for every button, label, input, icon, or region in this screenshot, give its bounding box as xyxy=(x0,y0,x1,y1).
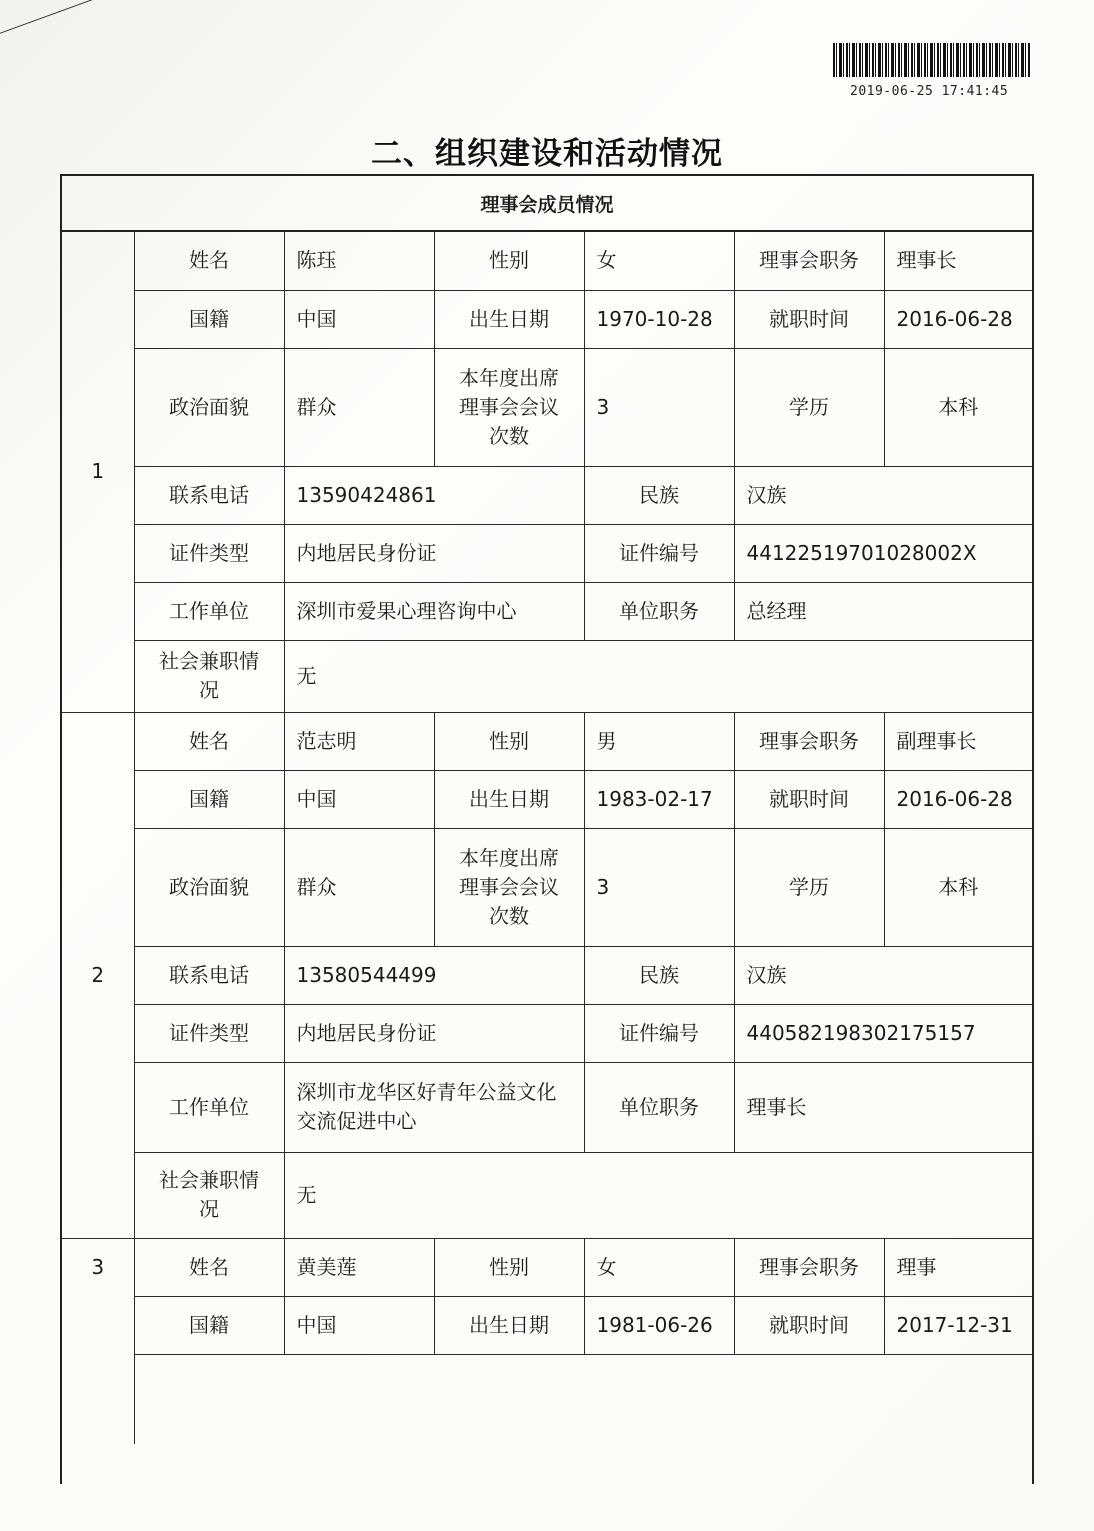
employer-label: 工作单位 xyxy=(134,1062,284,1152)
board-role-value: 理事 xyxy=(884,1238,1032,1296)
board-members-table xyxy=(62,232,1032,1444)
meetings-label-line: 次数 xyxy=(489,423,529,448)
employer-role-value: 理事长 xyxy=(734,1062,1032,1152)
table-row xyxy=(62,1296,1032,1354)
side-jobs-label-line: 况 xyxy=(199,678,219,702)
name-value: 陈珏 xyxy=(284,232,434,290)
table-row xyxy=(62,828,1032,946)
barcode xyxy=(833,43,1031,77)
ethnicity-label: 民族 xyxy=(584,946,734,1004)
nationality-label: 国籍 xyxy=(134,770,284,828)
employer-role-label: 单位职务 xyxy=(584,582,734,640)
nationality-value: 中国 xyxy=(284,290,434,348)
table-row xyxy=(62,348,1032,466)
meetings-label-line: 理事会会议 xyxy=(459,874,559,899)
appointed-date-value: 2016-06-28 xyxy=(884,770,1032,828)
birth-date-label: 出生日期 xyxy=(434,1296,584,1354)
board-role-label: 理事会职务 xyxy=(734,712,884,770)
id-type-value: 内地居民身份证 xyxy=(284,524,584,582)
phone-value: 13580544499 xyxy=(284,946,584,1004)
board-role-label: 理事会职务 xyxy=(734,1238,884,1296)
education-label: 学历 xyxy=(734,348,884,466)
table-row xyxy=(62,524,1032,582)
meetings-value: 3 xyxy=(584,828,734,946)
table-row xyxy=(62,946,1032,1004)
table-row xyxy=(62,640,1032,712)
employer-label: 工作单位 xyxy=(134,582,284,640)
table-row xyxy=(62,1004,1032,1062)
birth-date-label: 出生日期 xyxy=(434,770,584,828)
employer-role-value: 总经理 xyxy=(734,582,1032,640)
appointed-date-value: 2017-12-31 xyxy=(884,1296,1032,1354)
meetings-value: 3 xyxy=(584,348,734,466)
political-label: 政治面貌 xyxy=(134,348,284,466)
scan-timestamp: 2019-06-25 17:41:45 xyxy=(850,84,1009,99)
meetings-label-line: 本年度出席 xyxy=(459,845,559,870)
appointed-date-label: 就职时间 xyxy=(734,290,884,348)
table-row xyxy=(62,712,1032,770)
name-label: 姓名 xyxy=(134,1238,284,1296)
nationality-value: 中国 xyxy=(284,770,434,828)
nationality-label: 国籍 xyxy=(134,1296,284,1354)
political-value: 群众 xyxy=(284,828,434,946)
name-value: 范志明 xyxy=(284,712,434,770)
meetings-label-line: 次数 xyxy=(489,903,529,928)
member-index: 1 xyxy=(62,232,134,712)
board-members-sheet xyxy=(60,174,1034,1484)
side-jobs-label-line: 社会兼职情 xyxy=(159,1168,259,1192)
appointed-date-label: 就职时间 xyxy=(734,770,884,828)
gender-value: 女 xyxy=(584,232,734,290)
birth-date-value: 1983-02-17 xyxy=(584,770,734,828)
page-title: 二、组织建设和活动情况 xyxy=(371,136,723,172)
name-label: 姓名 xyxy=(134,232,284,290)
id-number-label: 证件编号 xyxy=(584,1004,734,1062)
ethnicity-value: 汉族 xyxy=(734,946,1032,1004)
side-jobs-label-line: 况 xyxy=(199,1197,219,1221)
appointed-date-value: 2016-06-28 xyxy=(884,290,1032,348)
employer-value xyxy=(284,1062,584,1152)
side-jobs-value: 无 xyxy=(284,640,1032,712)
ethnicity-value: 汉族 xyxy=(734,466,1032,524)
board-role-value: 副理事长 xyxy=(884,712,1032,770)
employer-value xyxy=(284,582,584,640)
phone-value: 13590424861 xyxy=(284,466,584,524)
ethnicity-label: 民族 xyxy=(584,466,734,524)
id-type-label: 证件类型 xyxy=(134,524,284,582)
meetings-label xyxy=(434,348,584,466)
table-row xyxy=(62,1152,1032,1238)
table-row xyxy=(62,1238,1032,1296)
birth-date-value: 1981-06-26 xyxy=(584,1296,734,1354)
meetings-label xyxy=(434,828,584,946)
gender-value: 男 xyxy=(584,712,734,770)
education-value: 本科 xyxy=(884,828,1032,946)
board-role-value: 理事长 xyxy=(884,232,1032,290)
employer-value-line: 交流促进中心 xyxy=(296,1109,417,1133)
id-type-value: 内地居民身份证 xyxy=(284,1004,584,1062)
birth-date-value: 1970-10-28 xyxy=(584,290,734,348)
name-label: 姓名 xyxy=(134,712,284,770)
employer-value-line: 深圳市爱果心理咨询中心 xyxy=(296,598,517,623)
name-value: 黄美莲 xyxy=(284,1238,434,1296)
table-row xyxy=(62,1062,1032,1152)
meetings-label-line: 本年度出席 xyxy=(459,365,559,390)
side-jobs-value: 无 xyxy=(284,1152,1032,1238)
appointed-date-label: 就职时间 xyxy=(734,1296,884,1354)
political-label: 政治面貌 xyxy=(134,828,284,946)
gender-value: 女 xyxy=(584,1238,734,1296)
gender-label: 性别 xyxy=(434,1238,584,1296)
nationality-value: 中国 xyxy=(284,1296,434,1354)
nationality-label: 国籍 xyxy=(134,290,284,348)
employer-value-line: 深圳市龙华区好青年公益文化 xyxy=(296,1080,557,1104)
section-caption: 理事会成员情况 xyxy=(62,176,1032,232)
side-jobs-label-line: 社会兼职情 xyxy=(159,649,259,673)
gender-label: 性别 xyxy=(434,712,584,770)
table-row xyxy=(62,232,1032,290)
id-type-label: 证件类型 xyxy=(134,1004,284,1062)
id-number-value: 440582198302175157 xyxy=(734,1004,1032,1062)
phone-label: 联系电话 xyxy=(134,466,284,524)
table-row xyxy=(62,582,1032,640)
table-row xyxy=(62,466,1032,524)
id-number-value: 44122519701028002X xyxy=(734,524,1032,582)
side-jobs-label xyxy=(134,1152,284,1238)
side-jobs-label xyxy=(134,640,284,712)
table-row xyxy=(62,290,1032,348)
meetings-label-line: 理事会会议 xyxy=(459,394,559,419)
birth-date-label: 出生日期 xyxy=(434,290,584,348)
education-value: 本科 xyxy=(884,348,1032,466)
employer-role-label: 单位职务 xyxy=(584,1062,734,1152)
member-index: 2 xyxy=(62,712,134,1238)
political-value: 群众 xyxy=(284,348,434,466)
member-index: 3 xyxy=(62,1238,134,1444)
board-role-label: 理事会职务 xyxy=(734,232,884,290)
id-number-label: 证件编号 xyxy=(584,524,734,582)
phone-label: 联系电话 xyxy=(134,946,284,1004)
gender-label: 性别 xyxy=(434,232,584,290)
table-row xyxy=(62,770,1032,828)
table-row xyxy=(62,1354,1032,1444)
continued-blank-row xyxy=(134,1354,1032,1444)
education-label: 学历 xyxy=(734,828,884,946)
